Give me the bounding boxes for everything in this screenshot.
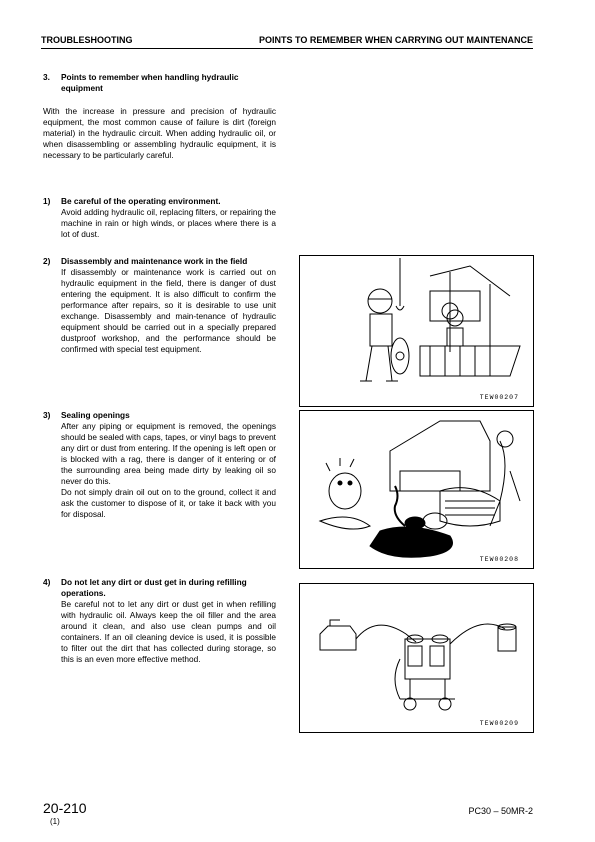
figure-sealing-openings [299,410,534,569]
figure-maintenance-field [299,255,534,407]
mechanics-lifting-equipment-illustration [300,256,533,406]
item-text: After any piping or equipment is removed, the openings should be sealed with caps, tapes, or vinyl bags to prevent any dirt or dust from entering. If the opening is left open or is blocked with a rag, there is danger of it entering or of the surrounding area being made dirty by leaking oil so never do this. [61,421,276,486]
figure-code: TEW00208 [479,556,519,563]
section-title: Points to remember when handling hydraulic equipment [61,72,239,93]
header-title: POINTS TO REMEMBER WHEN CARRYING OUT MAINTENANCE [258,35,533,45]
item-text-2: Do not simply drain oil out on to the ground, collect it and ask the customer to dispose of it, or take it back with you for disposal. [61,487,276,519]
header-section: TROUBLESHOOTING [41,35,133,45]
figure-refilling [299,583,534,733]
page-header [41,34,533,49]
item-title: Be careful of the operating environment. [61,196,221,206]
page-number: 20-210 [43,800,87,816]
item-title: Sealing openings [61,410,130,420]
revision: (1) [50,817,60,826]
item-text: Avoid adding hydraulic oil, replacing filters, or repairing the machine in rain or high winds, or places where there is a lot of dust. [61,207,276,239]
oil-cleaning-device-illustration [300,584,533,732]
item-4: 4) Do not let any dirt or dust get in during refilling operations. Be careful not to let any dirt or dust get in when refilling with hydraulic oil. Always keep the oil filler and the area around it clean, and also use clean pumps and oil containers. If an oil cleaning device is used, it is possible to filter out the dirt that has collected during storage, so this is an even more effective method. [43,577,276,664]
item-title: Do not let any dirt or dust get in during refilling operations. [61,577,247,598]
item-text: If disassembly or maintenance work is carried out on hydraulic equipment in the field, there is danger of dust entering the equipment. It is also difficult to confirm the performance after repairs, so it is desirable to use unit exchange. Disassembly and main-tenance of hydraulic equipment should be carried out in a specially prepared dustproof workshop, and the performance should be confirmed with special test equipment. [61,267,276,354]
model-name: PC30 – 50MR-2 [468,806,533,816]
item-2: 2) Disassembly and maintenance work in the field If disassembly or maintenance work is carried out on hydraulic equipment in the field, there is danger of dust entering the equipment. It is also difficult to confirm the performance after repairs, so it is desirable to use unit exchange. Disassembly and main-tenance of hydraulic equipment should be carried out in a specially prepared dustproof workshop, and the performance should be confirmed with special test equipment. [43,256,276,354]
section-intro: With the increase in pressure and precision of hydraulic equipment, the most common cause of failure is dirt (foreign material) in the hydraulic circuit. When adding hydraulic oil, or when disassembling or assembling hydraulic equipment, it is necessary to be particularly careful. [43,106,276,160]
item-title: Disassembly and maintenance work in the field [61,256,248,266]
figure-code: TEW00209 [479,720,519,727]
oil-drained-on-ground-illustration [300,411,533,568]
item-text: Be careful not to let any dirt or dust get in when refilling with hydraulic oil. Always keep the oil filler and the area around it clean, and also use clean pumps and oil containers. If an oil cleaning device is used, it is possible to filter out the dirt that has collected during storage, so this is an even more effective method. [61,599,276,664]
figure-code: TEW00207 [479,394,519,401]
section-3 [43,72,276,161]
section-heading: 3. Points to remember when handling hydraulic equipment [43,72,276,94]
item-1: 1) Be careful of the operating environment. Avoid adding hydraulic oil, replacing filters, or repairing the machine in rain or high winds, or places where there is a lot of dust. [43,196,276,239]
item-3: 3) Sealing openings After any piping or equipment is removed, the openings should be sealed with caps, tapes, or vinyl bags to prevent any dirt or dust from entering. If the opening is left open or is blocked with a rag, there is danger of it entering or of the surrounding area being made dirty by leaking oil so never do this. Do not simply drain oil out on to the ground, collect it and ask the customer to dispose of it, or take it back with you for disposal. [43,410,276,519]
